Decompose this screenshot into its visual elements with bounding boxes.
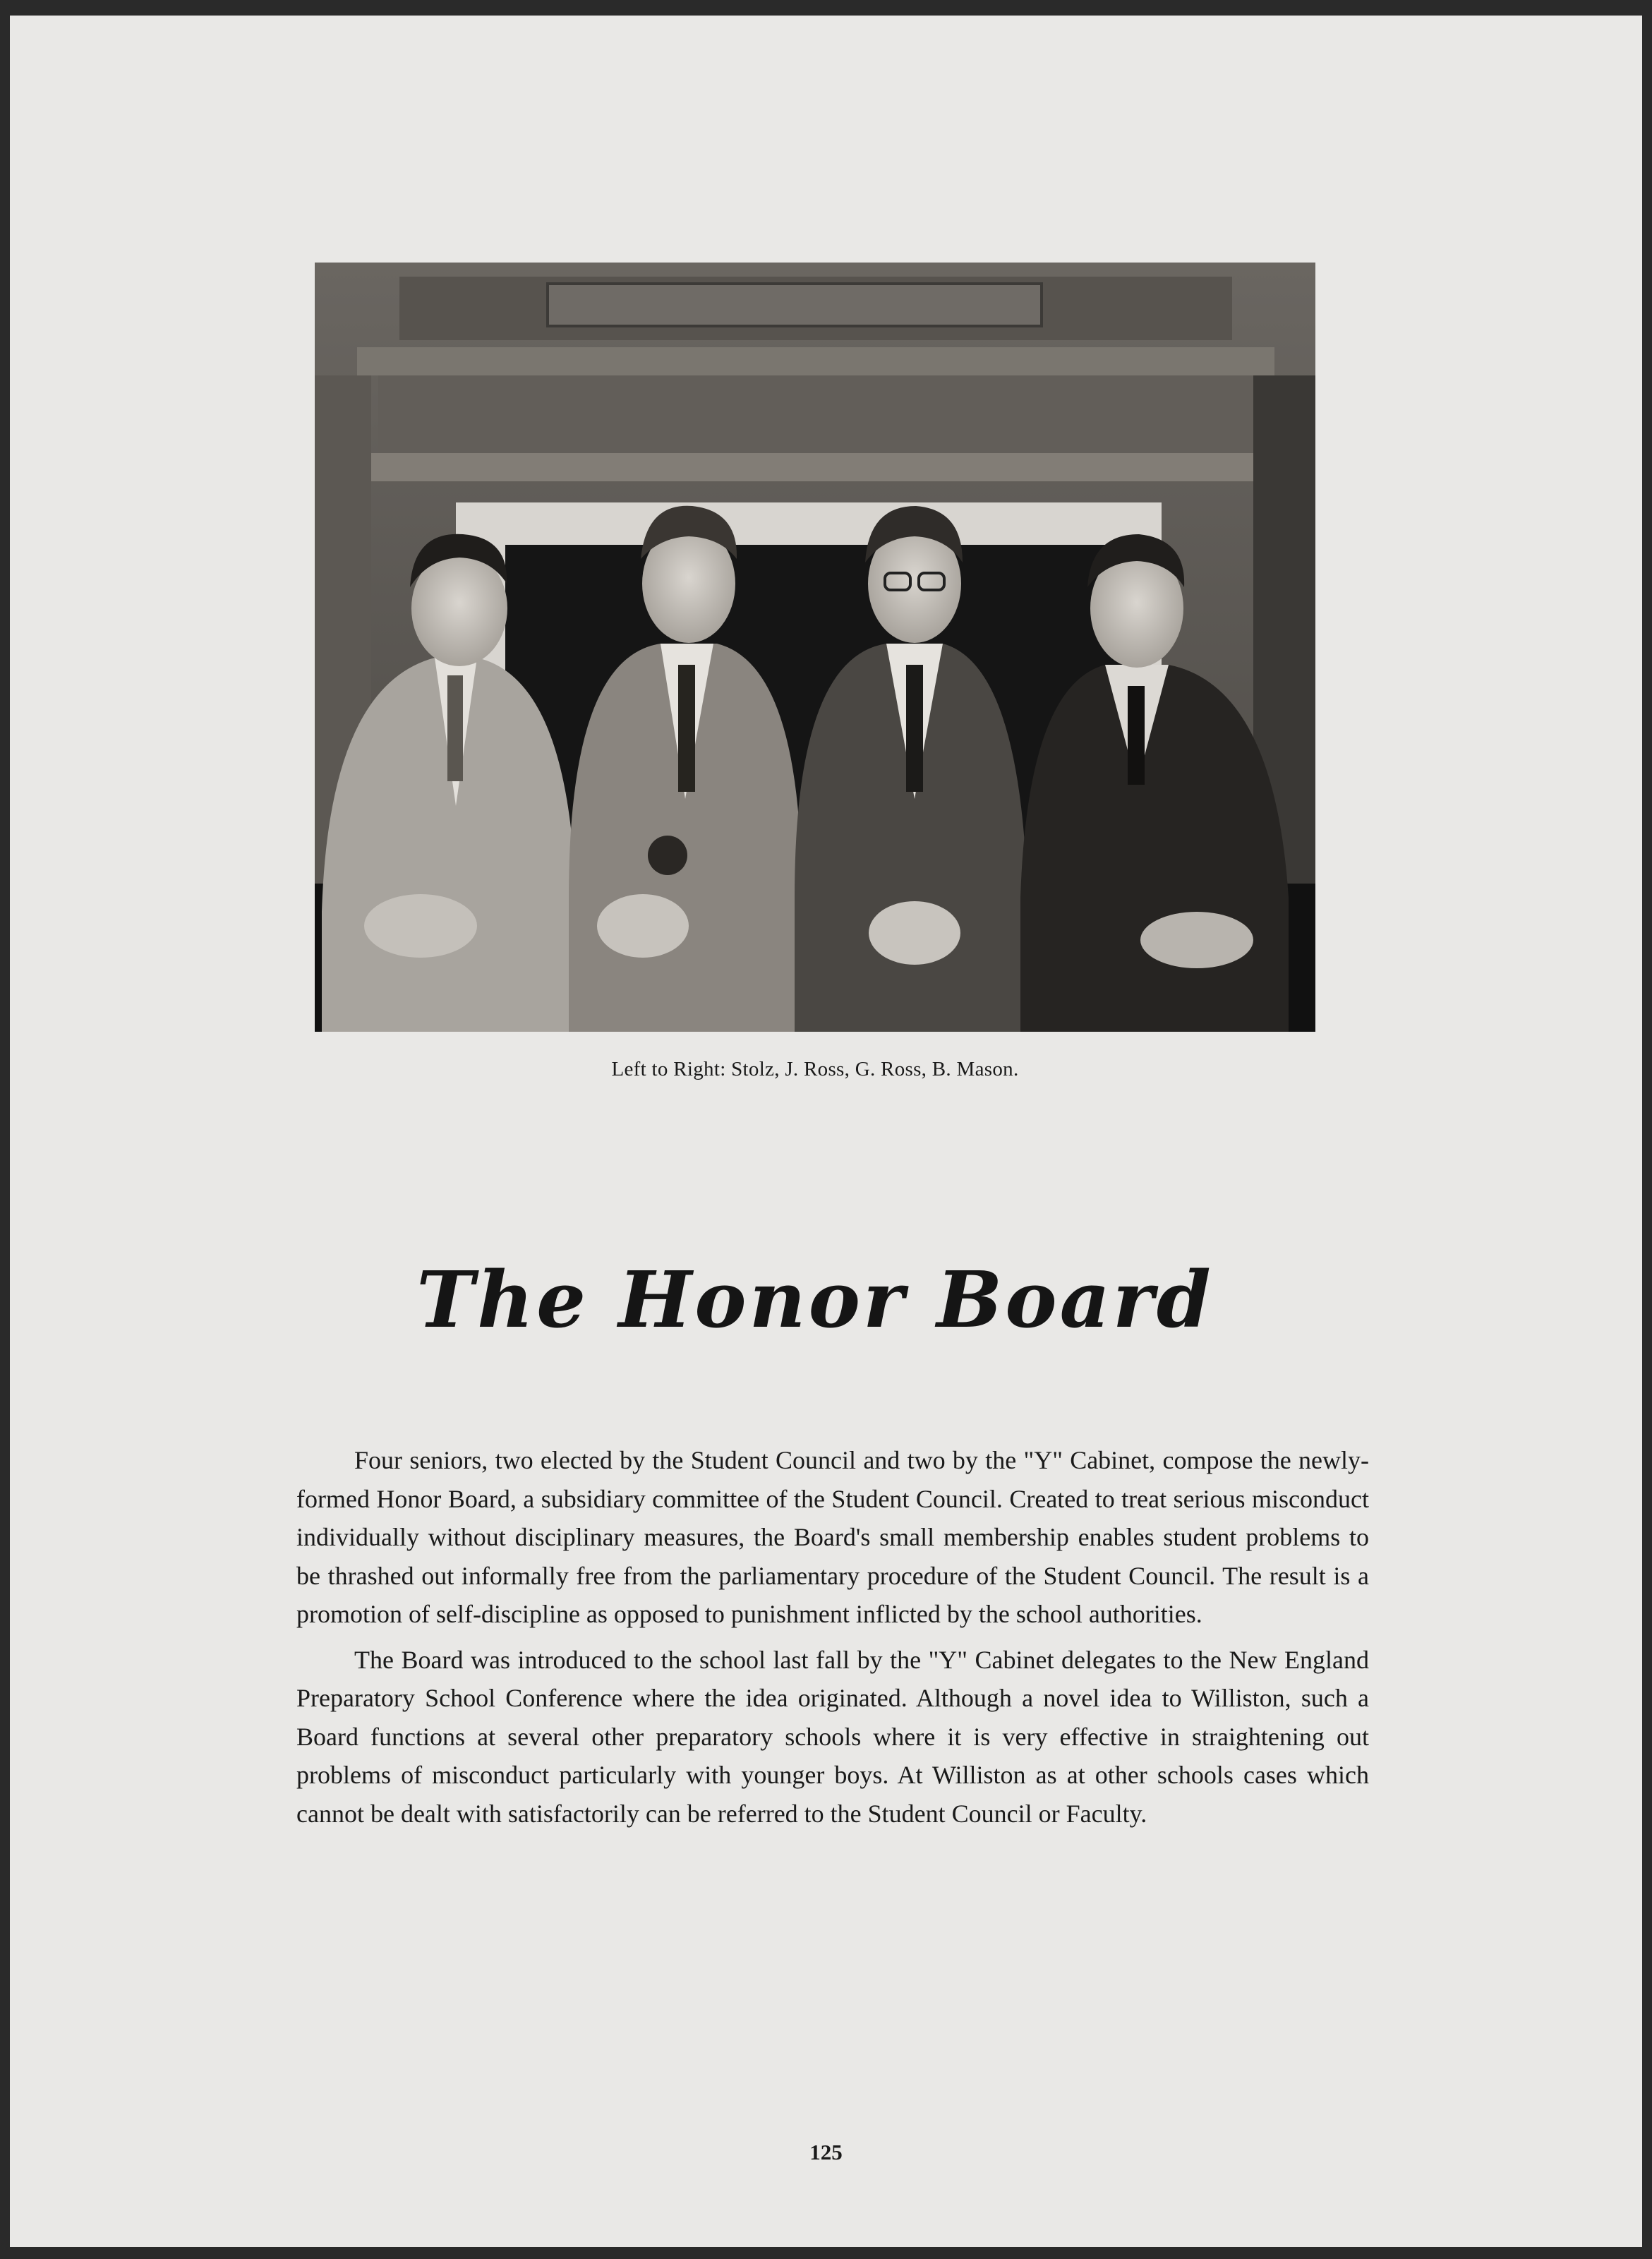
page-title: The Honor Board xyxy=(416,1254,1214,1345)
paragraph: The Board was introduced to the school last fall by the "Y" Cabinet delegates to the New England Preparatory School Conference where the idea originated. Although a novel idea to Williston, such a Board functions at several other preparatory schools where it is very effective in straightening out problems of misconduct particularly with younger boys. At Williston as at other schools cases which cannot be dealt with satisfactorily can be referred to the Student Council or Faculty. xyxy=(296,1645,1369,1828)
page-number: 125 xyxy=(809,2140,843,2164)
article-body xyxy=(296,1441,1369,1833)
photo-caption: Left to Right: Stolz, J. Ross, G. Ross, B. Mason. xyxy=(611,1058,1019,1080)
paragraph: Four seniors, two elected by the Student Council and two by the "Y" Cabinet, compose the newly-formed Honor Board, a subsidiary committee of the Student Council. Created to treat serious misconduct individually without disciplinary measures, the Board's small membership enables student problems to be thrashed out informally free from the parliamentary procedure of the Student Council. The result is a promotion of self-discipline as opposed to punishment inflicted by the school authorities. xyxy=(296,1446,1369,1628)
group-photo xyxy=(315,263,1315,1032)
yearbook-page xyxy=(10,16,1642,2247)
